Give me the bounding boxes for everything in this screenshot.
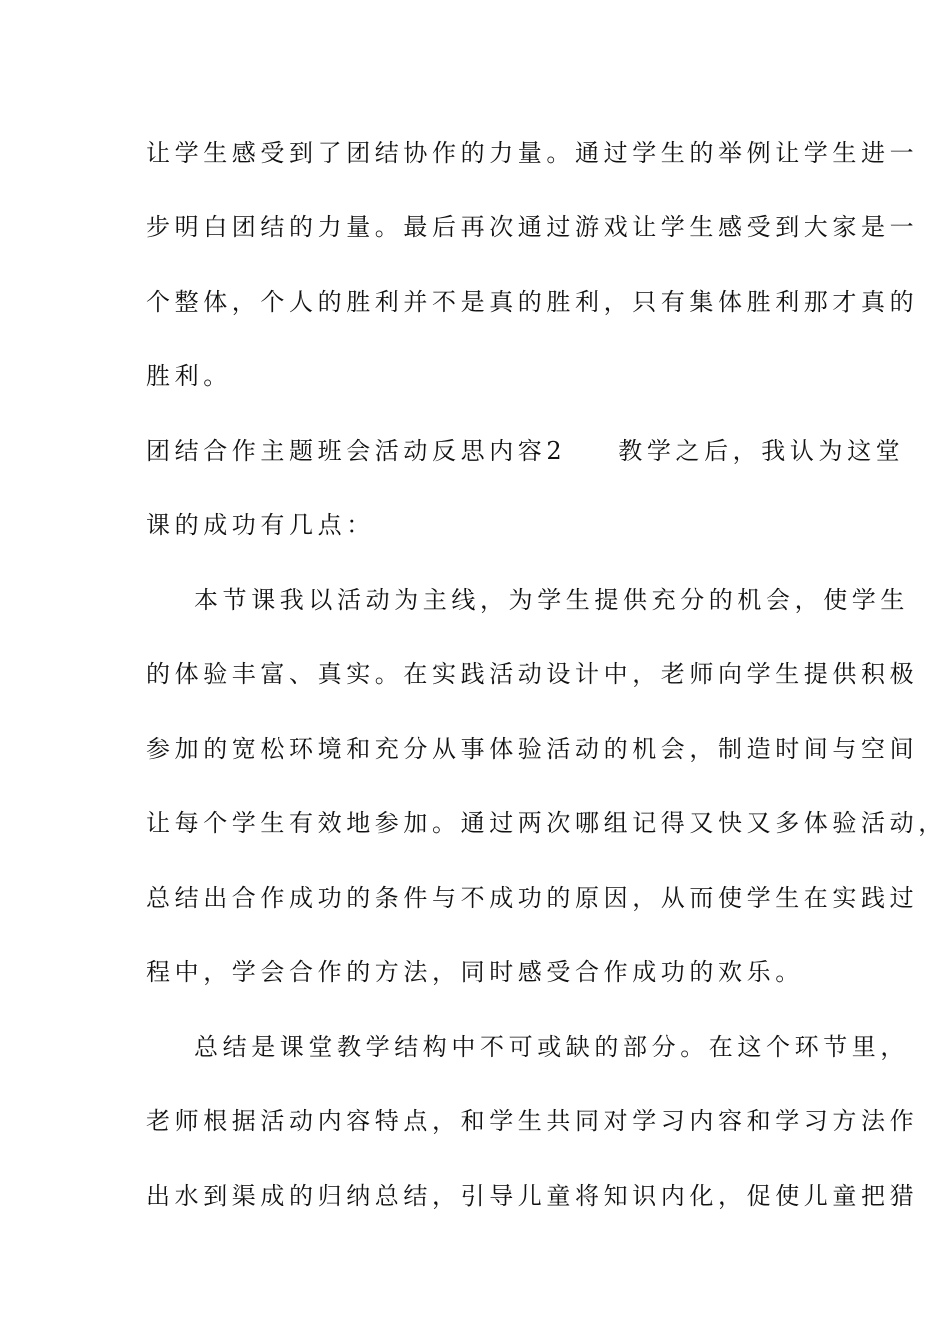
paragraph-line: 让每个学生有效地参加。通过两次哪组记得又快又多体验活动， <box>146 809 947 837</box>
paragraph-line: 课的成功有几点： <box>146 511 375 539</box>
paragraph-first-line: 本节课我以活动为主线，为学生提供充分的机会，使学生 <box>194 586 909 614</box>
paragraph-line: 总结出合作成功的条件与不成功的原因，从而使学生在实践过 <box>146 884 919 912</box>
heading-continuation: 教学之后，我认为这堂 <box>618 437 905 465</box>
section-heading: 团结合作主题班会活动反思内容2 <box>146 437 567 465</box>
paragraph-line: 的体验丰富、真实。在实践活动设计中，老师向学生提供积极 <box>146 660 919 688</box>
paragraph-line: 程中，学会合作的方法，同时感受合作成功的欢乐。 <box>146 958 804 986</box>
paragraph-line: 老师根据活动内容特点，和学生共同对学习内容和学习方法作 <box>146 1107 919 1135</box>
paragraph-line: 步明白团结的力量。最后再次通过游戏让学生感受到大家是一 <box>146 213 919 241</box>
paragraph-line: 出水到渠成的归纳总结，引导儿童将知识内化，促使儿童把猎 <box>146 1182 919 1210</box>
paragraph-line: 个整体，个人的胜利并不是真的胜利，只有集体胜利那才真的 <box>146 288 919 316</box>
paragraph-line: 让学生感受到了团结协作的力量。通过学生的举例让学生进一 <box>146 139 919 167</box>
paragraph-line: 胜利。 <box>146 362 232 390</box>
paragraph-first-line: 总结是课堂教学结构中不可或缺的部分。在这个环节里， <box>194 1033 909 1061</box>
paragraph-line: 参加的宽松环境和充分从事体验活动的机会，制造时间与空间 <box>146 735 919 763</box>
section-heading-line <box>146 435 905 467</box>
